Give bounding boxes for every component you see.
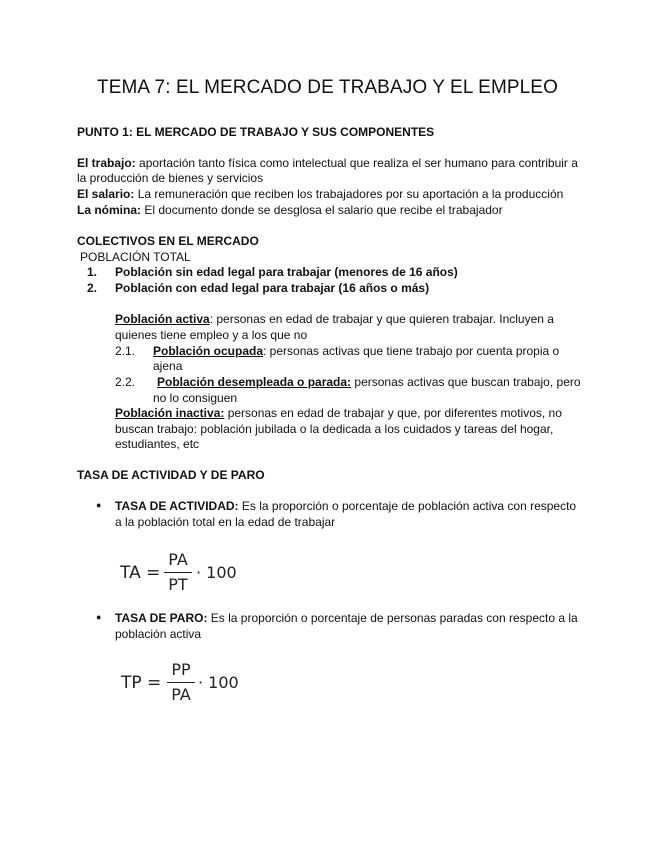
formula-tasa-paro	[121, 660, 251, 708]
formula-denominator: PA	[171, 685, 191, 704]
sub-list-item	[153, 344, 559, 358]
term-tasa-paro: TASA DE PARO:	[115, 611, 208, 625]
definition-text: personas activas que buscan trabajo, pero	[351, 375, 581, 389]
sub-list-item-cont: ajena	[153, 359, 183, 373]
definition-inactiva-cont: estudiantes, etc	[115, 437, 200, 451]
definition-text: Es la proporción o porcentaje de población activa con respecto	[238, 499, 577, 513]
formula-multiplier: · 100	[196, 563, 237, 582]
section-heading-colectivos: COLECTIVOS EN EL MERCADO	[77, 234, 259, 248]
sub-list-number: 2.1.	[115, 344, 136, 358]
sub-list-number: 2.2.	[115, 375, 136, 389]
definition-nomina	[77, 203, 503, 217]
term-ocupada: Población ocupada	[153, 344, 264, 358]
sub-list-item-cont: no lo consiguen	[153, 391, 238, 405]
definition-inactiva-cont: buscan trabajo: población jubilada o la dedicada a los cuidados y tareas del hogar,	[115, 422, 554, 436]
definition-text: La remuneración que reciben los trabajadores por su aportación a la producción	[134, 187, 564, 201]
list-item-number: 1.	[87, 265, 98, 279]
section-heading-punto1: PUNTO 1: EL MERCADO DE TRABAJO Y SUS COMPONENTES	[77, 125, 435, 139]
definition-text: : personas activas que tiene trabajo por cuenta propia o	[263, 344, 560, 358]
formula-lhs: TA =	[120, 563, 161, 583]
definition-tasa-actividad-cont: a la población total en la edad de trabajar	[115, 515, 336, 529]
formula-denominator: PT	[168, 575, 188, 594]
definition-text: Es la proporción o porcentaje de personas paradas con respecto a la	[207, 611, 578, 625]
definition-text: personas en edad de trabajar y que, por diferentes motivos, no	[224, 406, 562, 420]
formula-numerator: PA	[168, 550, 188, 569]
page-title: TEMA 7: EL MERCADO DE TRABAJO Y EL EMPLEO	[97, 77, 558, 98]
definition-tasa-actividad	[115, 499, 576, 513]
term-salario: El salario:	[77, 187, 135, 201]
definition-trabajo	[77, 156, 578, 170]
fraction-bar	[167, 682, 195, 683]
definition-salario	[77, 187, 563, 201]
formula-multiplier: · 100	[198, 673, 239, 692]
definition-trabajo-cont: la producción de bienes y servicios	[77, 171, 264, 185]
fraction-bar	[164, 572, 192, 573]
definition-text: aportación tanto física como intelectual que realiza el ser humano para contribuir a	[135, 156, 578, 170]
term-tasa-actividad: TASA DE ACTIVIDAD:	[115, 499, 239, 513]
definition-activa-cont: quienes tiene empleo y a los que no	[115, 328, 308, 342]
formula-lhs: TP =	[121, 673, 162, 693]
bullet-icon: ●	[96, 500, 102, 510]
term-inactiva: Población inactiva:	[115, 406, 225, 420]
definition-tasa-paro-cont: población activa	[115, 627, 202, 641]
poblacion-total-label: POBLACIÓN TOTAL	[80, 250, 191, 264]
bullet-icon: ●	[96, 612, 102, 622]
term-trabajo: El trabajo:	[77, 156, 136, 170]
definition-tasa-paro	[115, 611, 578, 625]
term-nomina: La nómina:	[77, 203, 142, 217]
definition-text: El documento donde se desglosa el salario que recibe el trabajador	[141, 203, 503, 217]
formula-tasa-actividad	[120, 550, 250, 598]
term-activa: Población activa	[115, 312, 210, 326]
definition-inactiva	[115, 406, 562, 420]
definition-activa	[115, 312, 554, 326]
sub-list-item	[157, 375, 581, 389]
list-item: Población sin edad legal para trabajar (menores de 16 años)	[115, 265, 458, 279]
definition-text: : personas en edad de trabajar y que quieren trabajar. Incluyen a	[209, 312, 554, 326]
list-item-number: 2.	[87, 281, 98, 295]
list-item: Población con edad legal para trabajar (16 años o más)	[115, 281, 430, 295]
formula-numerator: PP	[171, 660, 191, 679]
section-heading-tasas: TASA DE ACTIVIDAD Y DE PARO	[77, 468, 265, 482]
term-desempleada: Población desempleada o parada:	[157, 375, 352, 389]
